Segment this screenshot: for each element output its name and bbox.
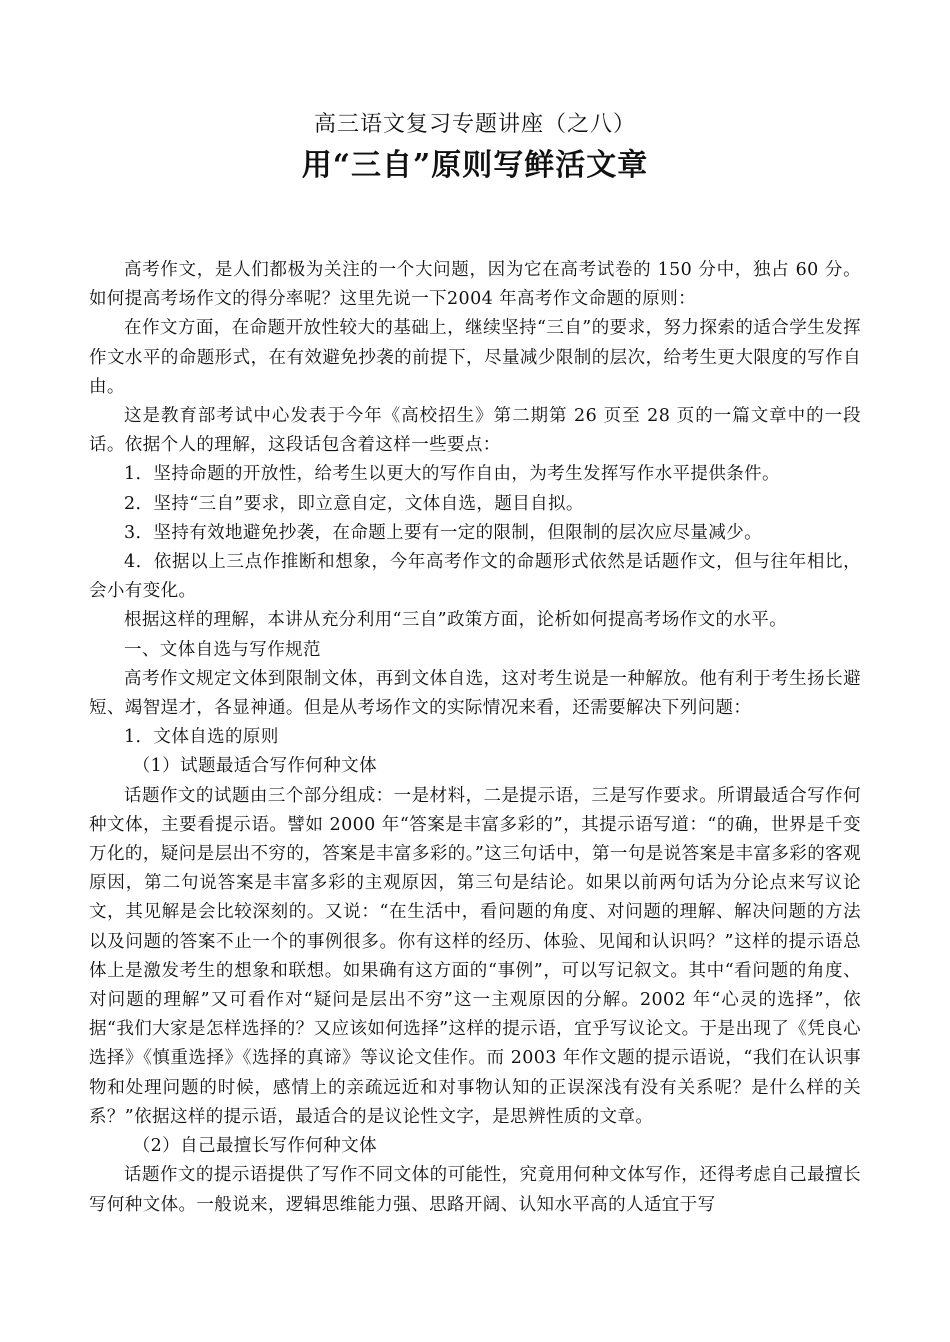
subheading-1-2: （2）自己最擅长写作何种文体 (132, 1136, 377, 1157)
list-item-4: 4．依据以上三点作推断和想象，今年高考作文的命题形式依然是话题作文，但与往年相比，会小有变化。 (89, 552, 861, 602)
paragraph-intro: 高考作文，是人们都极为关注的一个大问题，因为它在高考试卷的 150 分中，独占 60 分。如何提高考场作文的得分率呢？这里先说一下2004 年高考作文命题的原则： (89, 260, 861, 310)
subsection-heading-1: 1．文体自选的原则 (124, 727, 279, 748)
paragraph-last: 话题作文的提示语提供了写作不同文体的可能性，究竟用何种文体写作，还得考虑自己最擅长写何种文体。一般说来，逻辑思维能力强、思路开阔、认知水平高的人适宜于写 (89, 1165, 861, 1215)
list-item-1: 1．坚持命题的开放性，给考生以更大的写作自由，为考生发挥写作水平提供条件。 (124, 464, 780, 485)
section-heading-1: 一、文体自选与写作规范 (124, 639, 321, 660)
paragraph-source: 这是教育部考试中心发表于今年《高校招生》第二期第 26 页至 28 页的一篇文章中的一段话。依据个人的理解，这段话包含着这样一些要点： (89, 406, 861, 456)
list-item-3: 3．坚持有效地避免抄袭，在命题上要有一定的限制，但限制的层次应尽量减少。 (124, 522, 763, 543)
paragraph-topic-essay: 话题作文的试题由三个部分组成：一是材料，二是提示语，三是写作要求。所谓最适合写作何种文体，主要看提示语。譬如 2000 年“答案是丰富多彩的”，其提示语写道：“的确，世界是千变万化的，疑问是层出不穷的，答案是丰富多彩的。”这三句话中，第一句是说答案是丰富多彩的客观原因，第二句说答案是丰富多彩的主观原因，第三句是结论。如果以前两句话为分论点来写议论文，其见解是会比较深刻的。又说：“在生活中，看问题的角度、对问题的理解、解决问题的方法以及问题的答案不止一个的事例很多。你有这样的经历、体验、见闻和认识吗？”这样的提示语总体上是激发考生的想象和联想。如果确有这方面的“事例”，可以写记叙文。其中“看问题的角度、对问题的理解”又可看作对“疑问是层出不穷”这一主观原因的分解。2002 年“心灵的选择”，依据“我们大家是怎样选择的？又应该如何选择”这样的提示语，宜乎写议论文。于是出现了《凭良心选择》《慎重选择》《选择的真谛》等议论文佳作。而 2003 年作文题的提示语说，“我们在认识事物和处理问题的时候，感情上的亲疏远近和对事物认知的正误深浅有没有关系呢？是什么样的关系？”依据这样的提示语，最适合的是议论性文字，是思辨性质的文章。 (89, 785, 861, 1127)
subheading-1-1: （1）试题最适合写作何种文体 (132, 756, 377, 777)
document-subtitle: 高三语文复习专题讲座（之八） (313, 112, 636, 137)
list-item-2: 2．坚持“三自”要求，即立意自定，文体自选，题目自拟。 (124, 493, 584, 514)
paragraph-section-1: 高考作文规定文体到限制文体，再到文体自选，这对考生说是一种解放。他有利于考生扬长避短、竭智逞才，各显神通。但是从考场作文的实际情况来看，还需要解决下列问题： (89, 668, 861, 719)
document-body (89, 256, 861, 1220)
document-title: 用“三自”原则写鲜活文章 (301, 148, 649, 183)
paragraph-summary: 根据这样的理解，本讲从充分利用“三自”政策方面，论析如何提高考场作文的水平。 (124, 610, 788, 631)
paragraph-principle: 在作文方面，在命题开放性较大的基础上，继续坚持“三自”的要求，努力探索的适合学生发挥作文水平的命题形式，在有效避免抄袭的前提下，尽量减少限制的层次，给考生更大限度的写作自由。 (89, 318, 861, 397)
